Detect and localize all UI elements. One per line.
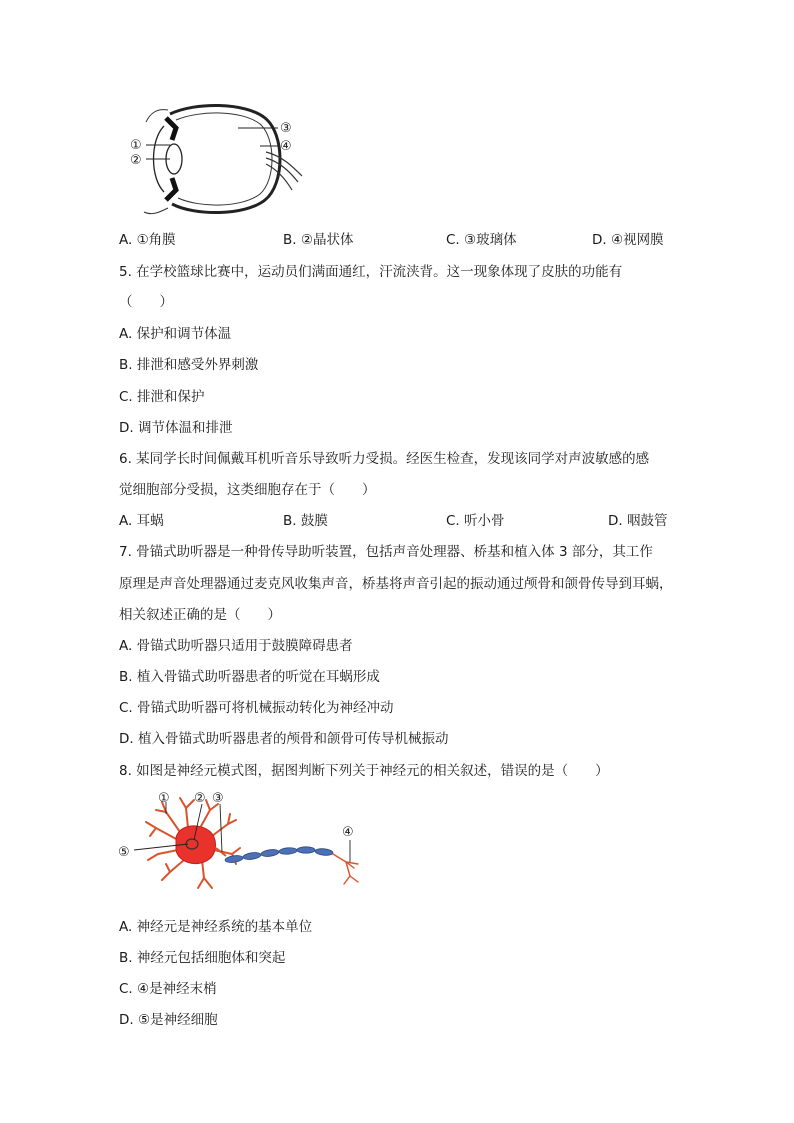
q5-stem: 5. 在学校篮球比赛中，运动员们满面通红，汗流浃背。这一现象体现了皮肤的功能有: [119, 264, 623, 280]
q8-option-c[interactable]: C. ④是神经末梢: [119, 981, 217, 997]
neuron-marker-1: ①: [158, 791, 170, 806]
q7-stem: 7. 骨锚式助听器是一种骨传导助听装置，包括声音处理器、桥基和植入体 3 部分，其工作: [119, 544, 653, 560]
neuron-marker-3: ③: [212, 791, 224, 806]
q5-stem-2: （ ）: [119, 294, 173, 310]
q8-option-a[interactable]: A. 神经元是神经系统的基本单位: [119, 919, 313, 935]
q7-option-d[interactable]: D. 植入骨锚式助听器患者的颅骨和颌骨可传导机械振动: [119, 731, 449, 747]
neuron-marker-5: ⑤: [118, 845, 130, 860]
q4-option-c[interactable]: C. ③玻璃体: [446, 232, 517, 248]
q5-option-d[interactable]: D. 调节体温和排泄: [119, 420, 233, 436]
q6-option-b[interactable]: B. 鼓膜: [283, 513, 328, 529]
q6-stem: 6. 某同学长时间佩戴耳机听音乐导致听力受损。经医生检查，发现该同学对声波敏感的感: [119, 451, 650, 467]
neuron-marker-2: ②: [194, 791, 206, 806]
q6-option-a[interactable]: A. 耳蜗: [119, 513, 164, 529]
q7-stem-3: 相关叙述正确的是（ ）: [119, 607, 281, 623]
q5-option-a[interactable]: A. 保护和调节体温: [119, 326, 232, 342]
q6-option-d[interactable]: D. 咽鼓管: [608, 513, 668, 529]
q4-option-a[interactable]: A. ①角膜: [119, 232, 176, 248]
q6-stem-2: 觉细胞部分受损，这类细胞存在于（ ）: [119, 482, 376, 498]
eye-marker-4: ④: [280, 139, 292, 154]
q5-option-b[interactable]: B. 排泄和感受外界刺激: [119, 357, 259, 373]
q8-option-b[interactable]: B. 神经元包括细胞体和突起: [119, 950, 286, 966]
neuron-diagram: [118, 788, 368, 898]
eye-marker-1: ①: [130, 138, 142, 153]
eye-marker-2: ②: [130, 153, 142, 168]
eye-diagram: [120, 100, 320, 220]
q5-option-c[interactable]: C. 排泄和保护: [119, 389, 205, 405]
q7-option-c[interactable]: C. 骨锚式助听器可将机械振动转化为神经冲动: [119, 700, 394, 716]
q8-option-d[interactable]: D. ⑤是神经细胞: [119, 1012, 218, 1028]
q6-option-c[interactable]: C. 听小骨: [446, 513, 505, 529]
q4-option-d[interactable]: D. ④视网膜: [592, 232, 664, 248]
q7-stem-2: 原理是声音处理器通过麦克风收集声音，桥基将声音引起的振动通过颅骨和颌骨传导到耳蜗，: [119, 576, 673, 592]
q7-option-a[interactable]: A. 骨锚式助听器只适用于鼓膜障碍患者: [119, 638, 353, 654]
q8-stem: 8. 如图是神经元模式图，据图判断下列关于神经元的相关叙述，错误的是（ ）: [119, 763, 609, 779]
neuron-marker-4: ④: [342, 825, 354, 840]
q7-option-b[interactable]: B. 植入骨锚式助听器患者的听觉在耳蜗形成: [119, 669, 380, 685]
eye-marker-3: ③: [280, 121, 292, 136]
q4-option-b[interactable]: B. ②晶状体: [283, 232, 354, 248]
